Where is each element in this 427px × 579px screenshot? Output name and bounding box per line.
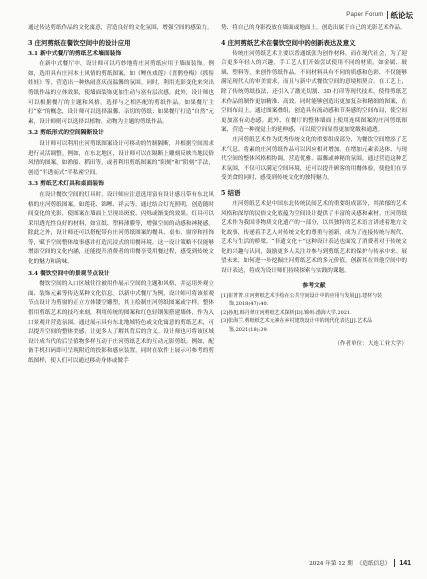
page-number: 141 [399,559,411,567]
issue-date: 2024 年第 12 期 [309,561,353,567]
section-heading-5: 5 结语 [221,188,241,197]
references-title: 参考文献 [302,282,326,289]
reference-item: [2]孙旭,韩丹翠庄河剪纸艺术探析[D].锦州:渤海大学,2021. [221,309,352,316]
paragraph: 设计师可以利用庄河剪纸图案设计可移动的竹制隔断，并根据空间需求进行灵活调整。例如，在东北地区，设计师可以在隔断上雕刻反映当地民俗风情的图案，如渔船、稻田等，或者利用剪纸图案的“阳刻”和“阴刻”手法，创造“半透而式”半私密空间。 [28,140,214,176]
page-header [346,8,413,22]
header-chinese: 纸论坛 [390,10,413,20]
subsection-heading-3-4: 3.4 餐饮空间中的景观节点设计 [28,270,110,277]
references [221,282,407,334]
footer-divider [394,559,395,567]
subsection-heading-3-2: 3.2 剪纸形式的空间隔断设计 [28,130,104,137]
reference-item: [3]张海兰.剪纸纸艺术元素在乡村建筑设计中的现代化表达[J].艺术品鉴,2021(18):39. [221,318,373,333]
paragraph: 传统庄河剪纸艺术主要以普通纸张为创作材料，而在现代社会，为了迎合更多年轻人的兴趣，手工艺人们开始尝试使用不同的材质，如金属、玻璃、塑料等，来创作剪纸作品。不同材料具有不同的质感和色彩，不仅能够满足现代人的审美需求，而且与新中式餐饮空间的意境相契合。在工艺上，除了传统剪纸技法，还引入了激光切割、3D 打印等现代技术，使得剪纸艺术作品的制作更加精准、高效。同时能够创造出更加复杂和精细的图案，在空间布局上，通过图案叠组，创造具有流动感和节奏感的空间布局，使空间更加富有动态感。此外，在餐厅的整体墙面上使用连续图案的庄河剪纸图案，营造一种视觉上的延伸感，可以使空间显得更加宽敞和通透。 [221,50,407,134]
author-affiliation: （作者单位：大连工业大学） [334,341,407,348]
section-heading-3: 3 庄河剪纸在餐饮空间中的设计应用 [28,38,131,47]
paragraph: 庄河剪纸艺术作为优秀传统文化的重要组成部分，为餐饮空间增添了艺术气息。将素的庄河剪纸作品可以因应相对增加。在增加元素表达体、与现代空间的整体风格相协调，营造优雅、温馨或神秘的氛围。通过营造这种艺术氛围，不仅可以满足空间环境，还可以提升顾客的用餐体验，使他们在享受美食的同时，感受到传统文化的独特魅力。 [221,136,407,182]
header-divider [387,11,388,19]
paragraph: 在新中式餐厅中，设计师可以巧妙地将庄河剪纸应用于墙面装饰。例如，选用具有庄河本土风情的剪纸图案，如《鲤鱼戏莲》《喜鹊登梅》《抓髻娃娃》等，营造出一种热闹喜庆而温馨的氛围。同时，利用光影变化来突出剪纸作品的立体效果，使墙面装饰更加生动与富有层次感。此外，设计师也可以根据餐厅的主题和风格，选择与之相匹配的剪纸作品。如果餐厅主打“家”的概念，设计师可以选择温馨、亲切的剪纸；如果餐厅打造“自然”元素，设计师则可以选择以植物、动物为主题的剪纸作品。 [28,61,214,125]
page-footer [309,559,411,567]
reference-item: [1]崔菁菁.庄河剪纸艺术手绘在公共空间设计中的应用与发展[J].建材与装饰,2018(47):40. [221,293,383,308]
subsection-heading-3-1: 3.1 新中式餐厅的剪纸艺术墙面装饰 [28,50,122,57]
paragraph: 在设计餐饮空间的灯具时，设计师应注意选用富有设计感且带有东北风格的庄河剪纸图案。如莲花、锦鲤、祥云等，通过结合灯光照明，创造随时间变化的光影，使图案在墙面上呈现出斑驳、闪烁或渐变的效果。灯具可以采用透光性良好的材料，如宣纸、塑料薄膜等，增强空间的动感和神秘感。除此之外，设计师还可以搭配带有庄河剪纸图案的餐具、桌布、窗帘和挂饰等，赋予空间整体故事感并打造沉浸式的用餐环境。这一设计策略不仅能够增添空间的文化内涵，还能提升消费者的用餐享受用餐过程，感受到传统文化的魅力和韵味。 [28,191,214,266]
left-column [28,24,214,367]
header-english: Paper Forum [346,12,384,18]
paragraph: 势、将自己的身影投放在墙面或地面上，创造出属于自己的光影艺术作品。 [221,25,406,31]
paragraph: 通过传达剪纸作品的文化寓意，营造良好的文化氛围，增强空间的感染力。 [28,25,213,31]
paragraph: 餐饮空间的入口区域往往被用作展示空间的主题和风格，并运用外观立面、装饰元素等传达某种文化信息。以新中式餐厅为例，设计师可将该景观节点设计为剪窗的正立方体镂空雕塑，其上绘制庄河剪纸图案或字样，整体借用剪纸艺术的技巧来刻，利用传统的图案和红色轻钢架搭建墙体，作为入口景观并营造氛围。通过展示具有东北地域特色或文化寓意的剪纸艺术，可以提升空间的整体美感，让更多人了解其背后的含义。设计师也可将该区域设计成当代的后呈值物多样互动于庄河剪纸艺术的互动元影剪纸。例如，配备手机扫码即可呈现附近的投影和感应装置，同时在软件上展示可参考的剪纸图样，使人们可以通过移动身体或做手 [28,281,214,364]
subsection-heading-3-3: 3.3 剪纸艺术灯具和桌面装饰 [28,181,104,188]
section-heading-4: 4 庄河剪纸艺术在餐饮空间中的创新表达及意义 [221,38,356,47]
paragraph: 庄河剪纸艺术是中国东北传统民间艺术的重要组成部分，其浓郁的艺术风格和深厚的民俗文化底蕴为空间设计提供了丰富的灵感和素材。庄河剪纸艺术作为我国非物质文化遗产的一部分，以其独特的艺术语言讲述着地方文化故事，传递着手艺人对传统文化的尊重与创新，成为了连接传统与现代、艺术与生活的桥梁。“非遗文化＋”这种设计表达也面发了消费者对于传统文化的兴趣与认同，鼓励更多人关注并参与到剪纸艺术的保护与传承中来。展望未来，如何进一步挖掘庄河剪纸艺术的多元价值，创新其在其他空间中的设计表达，将成为设计师们持续探索与实践的课题。 [221,200,407,275]
right-column [221,24,407,350]
magazine-name: 《造纸信息》 [356,561,391,567]
